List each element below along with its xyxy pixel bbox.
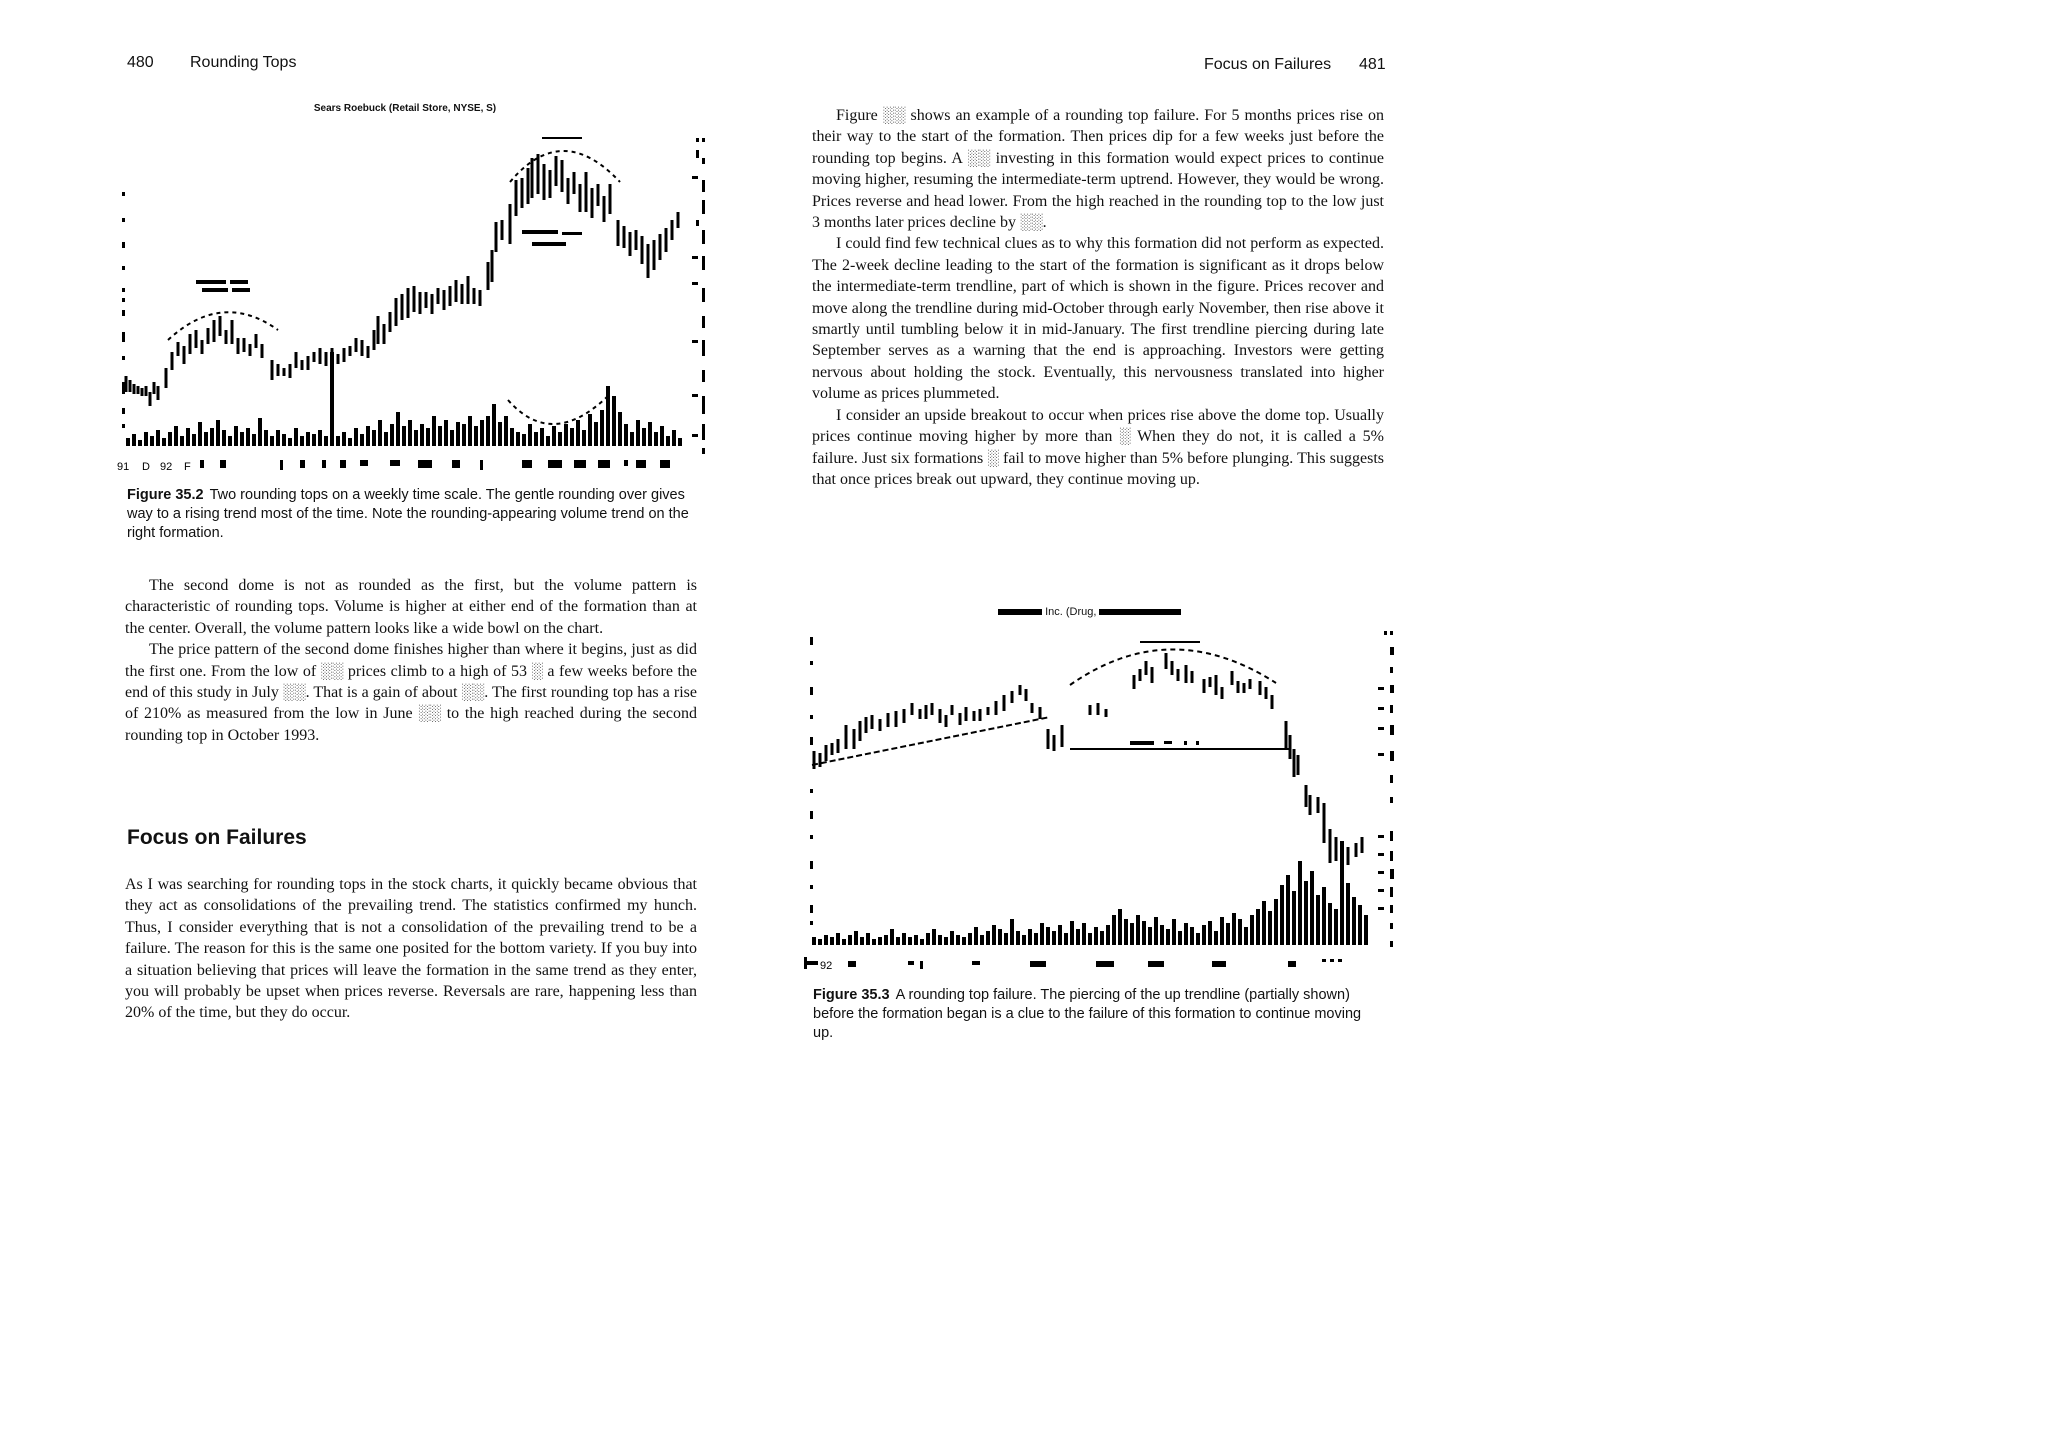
title-smudge bbox=[998, 609, 1042, 615]
figure-35-2-caption bbox=[127, 486, 699, 543]
left-paragraph-1: The second dome is not as rounded as the first, but the volume pattern is characteristic of rounding tops. Volume is higher at either end of the formation than at the center. Overall, the volume pattern looks like a wide bowl on the chart. bbox=[125, 577, 697, 637]
x-axis-label-d: D bbox=[142, 461, 150, 473]
right-chart-annotation bbox=[1130, 741, 1199, 745]
left-page-number: 480 bbox=[127, 54, 154, 71]
left-axis-ticks bbox=[122, 192, 125, 428]
right-paragraph-2: I could find few technical clues as to why this formation did not perform as expected. The 2-week decline leading to the start of the formation is significant as it drops below the intermediate-term trendline, part of which is shown in the figure. Prices recover and move along the trendline during mid-October through early November, then rise above it smartly until tumbling below it in mid-January. The first trendline piercing during late September serves as a warning that the end is approaching. Investors were getting nervous about holding the stock. Eventually, this nervousness translated into higher volume as prices plummeted. bbox=[812, 235, 1384, 403]
right-paragraph-1: Figure ░░ shows an example of a rounding top failure. For 5 months prices rise on their way to the start of the formation. Then prices dip for a few weeks just before the rounding top begins. A ░░ investing in this formation would expect prices to continue moving higher, resuming the intermediate-term uptrend. However, they would be wrong. Prices reverse and head lower. From the high reached in the rounding top to the low just 3 months later prices decline by ░░. bbox=[812, 107, 1384, 232]
right-x-axis-label-92: 92 bbox=[820, 960, 833, 972]
section-heading: Focus on Failures bbox=[127, 826, 307, 849]
figure-35-2-caption-text: Two rounding tops on a weekly time scale. The gentle rounding over gives way to a rising trend most of the time. Note the rounding-appearing volume trend on the right formation. bbox=[127, 487, 689, 541]
left-section-paragraph: As I was searching for rounding tops in the stock charts, it quickly became obvious that they act as consolidations of the prevailing trend. The statistics confirmed my hunch. Thus, I consider everything that is not a consolidation of the prevailing trend to be a failure. The reason for this is the same one posited for the bottom variety. If you buy into a situation believing that prices will leave the formation in the same trend as they enter, you will probably be upset when prices reverse. Reversals are rare, happening less than 20% of the time, but they do occur. bbox=[125, 876, 697, 1022]
x-axis-label-f: F bbox=[184, 461, 191, 473]
left-running-head: Rounding Tops bbox=[190, 54, 297, 71]
left-section-text bbox=[125, 874, 697, 1024]
figure-35-3-caption bbox=[813, 986, 1385, 1043]
figure-35-3-title-fragment: Inc. (Drug, bbox=[1045, 606, 1097, 618]
figure-35-2-volume-bars bbox=[128, 352, 680, 446]
left-paragraph-2: The price pattern of the second dome finishes higher than where it begins, just as did the first one. From the low of ░░ prices climb to a high of 53 ░ a few weeks before the end of this study in July ░░. That is a gain of about ░░. The first rounding top has a rise of 210% as measured from the low in June ░░ to the high reached during the second rounding top in October 1993. bbox=[125, 641, 697, 744]
left-body-text bbox=[125, 575, 697, 746]
figure-35-3-caption-label: Figure 35.3 bbox=[813, 987, 890, 1003]
right-chart-right-axis bbox=[1378, 631, 1394, 947]
x-axis-label-92: 92 bbox=[160, 461, 173, 473]
figure-35-3-volume-bars bbox=[814, 841, 1366, 945]
figure-35-3-price-bars bbox=[814, 653, 1362, 867]
title-smudge-2 bbox=[1099, 609, 1181, 615]
left-dome-arc bbox=[168, 312, 278, 340]
right-paragraph-3: I consider an upside breakout to occur when prices rise above the dome top. Usually prices continue moving higher by more than ░ When they do not, it is called a 5% failure. Just six formations ░ fail to move higher than 5% before plunging. This suggests that once prices break out upward, they continue moving up. bbox=[812, 406, 1384, 488]
right-chart-left-axis bbox=[810, 637, 813, 925]
figure-35-2-chart bbox=[112, 120, 712, 480]
figure-35-2-chart-title: Sears Roebuck (Retail Store, NYSE, S) bbox=[313, 103, 497, 114]
trendline bbox=[812, 717, 1050, 765]
right-chart-x-axis-marks bbox=[804, 957, 1342, 969]
figure-35-2-caption-label: Figure 35.2 bbox=[127, 487, 204, 503]
right-body-text bbox=[812, 105, 1384, 490]
chart-annotation-marks bbox=[196, 230, 582, 292]
right-axis-ticks bbox=[692, 138, 705, 454]
right-page-number: 481 bbox=[1359, 56, 1386, 73]
x-axis-label-smudges bbox=[200, 460, 670, 470]
figure-35-3-chart bbox=[800, 625, 1400, 980]
figure-35-3-caption-text: A rounding top failure. The piercing of the up trendline (partially shown) before the formation began is a clue to the failure of this formation to continue moving up. bbox=[813, 987, 1362, 1041]
x-axis-label-91: 91 bbox=[117, 461, 130, 473]
right-running-head: Focus on Failures bbox=[1204, 56, 1332, 73]
volume-bowl-arc bbox=[508, 396, 608, 424]
figure-35-3-chart-title bbox=[998, 606, 1181, 618]
